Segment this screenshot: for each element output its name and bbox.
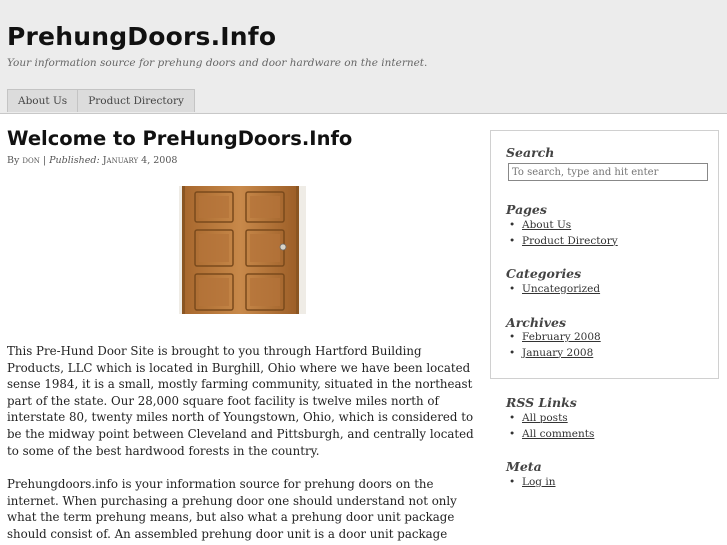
nav-tab-about-us[interactable]: About Us bbox=[7, 89, 78, 112]
widget-title-search: Search bbox=[506, 145, 555, 160]
post-by-label: By bbox=[7, 155, 20, 166]
site-title[interactable]: PrehungDoors.Info bbox=[7, 22, 277, 51]
archives-list bbox=[522, 330, 601, 361]
widget-title-meta: Meta bbox=[506, 459, 542, 474]
post-published-label: Published: bbox=[49, 155, 100, 166]
pages-list bbox=[522, 218, 618, 249]
door-image bbox=[179, 186, 306, 314]
site-tagline: Your information source for prehung doors and door hardware on the internet. bbox=[7, 57, 428, 69]
post-title[interactable]: Welcome to PreHungDoors.Info bbox=[7, 127, 353, 150]
categories-list bbox=[522, 282, 600, 298]
widget-title-pages: Pages bbox=[506, 202, 547, 217]
site-header bbox=[0, 0, 727, 114]
post-meta-separator: | bbox=[42, 155, 47, 166]
main-nav bbox=[7, 89, 195, 113]
widget-title-categories: Categories bbox=[506, 266, 582, 281]
nav-tab-product-directory[interactable]: Product Directory bbox=[77, 89, 195, 112]
widget-title-archives: Archives bbox=[506, 315, 566, 330]
category-item-uncategorized[interactable]: • Uncategorized bbox=[522, 282, 600, 298]
pages-item-about-us[interactable]: • About Us bbox=[522, 218, 618, 234]
search-input[interactable] bbox=[508, 163, 708, 181]
archive-item-february-2008[interactable]: • February 2008 bbox=[522, 330, 601, 346]
post-meta bbox=[7, 155, 177, 166]
widget-title-rss-links: RSS Links bbox=[506, 395, 577, 410]
post-date: January 4, 2008 bbox=[102, 155, 178, 166]
rss-list bbox=[522, 411, 594, 442]
meta-list bbox=[522, 475, 555, 491]
rss-item-all-comments[interactable]: • All comments bbox=[522, 427, 594, 443]
archive-item-january-2008[interactable]: • January 2008 bbox=[522, 346, 601, 362]
meta-item-log-in[interactable]: • Log in bbox=[522, 475, 555, 491]
post-paragraph-1: This Pre-Hund Door Site is brought to you through Hartford Building Products, LLC which is located in Burghill, Ohio where we have been located sense 1984, it is a small, mostly farming community, situated in the northeast part of the state. Our 28,000 square foot facility is twelve miles north of interstate 80, twenty miles north of Youngstown, Ohio, which is considered to be the midway point between Cleveland and Pittsburgh, and centrally located to some of the best hardwood forests in the country. bbox=[7, 344, 474, 458]
post-author[interactable]: don bbox=[22, 155, 40, 166]
pages-item-product-directory[interactable]: • Product Directory bbox=[522, 234, 618, 250]
post-paragraph-2: Prehungdoors.info is your information source for prehung doors on the internet. When purchasing a prehung door one should understand not only what the term prehung means, but also what a prehung door unit package should consist of. An assembled prehung door unit is a door unit package bbox=[7, 477, 457, 541]
rss-item-all-posts[interactable]: • All posts bbox=[522, 411, 594, 427]
